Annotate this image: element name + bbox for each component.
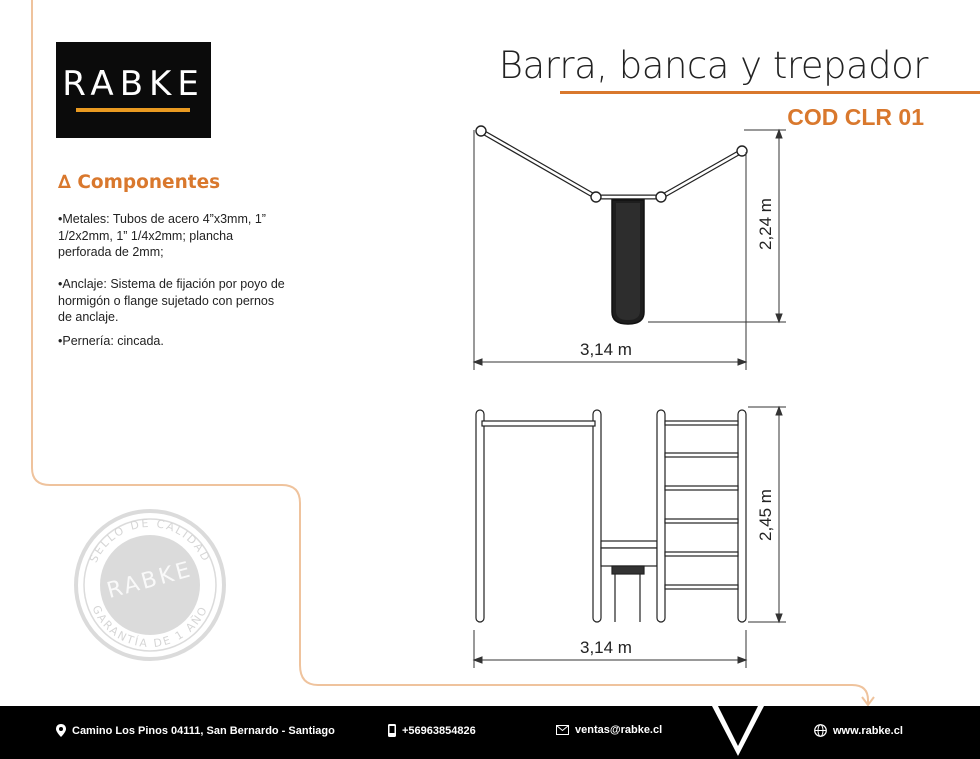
footer-email[interactable] bbox=[556, 724, 662, 736]
front-view-drawing bbox=[476, 410, 746, 622]
title-divider bbox=[560, 91, 980, 94]
brand-logo bbox=[56, 42, 211, 138]
product-title: Barra, banca y trepador bbox=[498, 44, 928, 87]
address-text: Camino Los Pinos 04111, San Bernardo - Santiago bbox=[72, 724, 335, 737]
globe-icon bbox=[814, 724, 827, 737]
phone-icon bbox=[388, 724, 396, 737]
footer-web[interactable] bbox=[814, 724, 903, 737]
seal-brand: RABKE bbox=[104, 557, 196, 604]
seal-bottom-text: GARANTÍA DE 1 AÑO bbox=[89, 603, 211, 651]
phone-text[interactable]: +56963854826 bbox=[402, 724, 476, 737]
top-view-drawing bbox=[476, 126, 747, 324]
spec-anchoring: •Anclaje: Sistema de fijación por poyo de hormigón o flange sujetado con pernos de anclaje. bbox=[58, 277, 285, 324]
top-depth-label: 2,24 m bbox=[756, 198, 775, 250]
footer-address bbox=[56, 724, 335, 737]
spec-hardware: •Pernería: cincada. bbox=[58, 334, 164, 348]
spec-metals: •Metales: Tubos de acero 4”x3mm, 1” 1/2x2mm, 1” 1/4x2mm; plancha perforada de 2mm; bbox=[58, 212, 266, 259]
logo-text: RABKE bbox=[62, 64, 205, 104]
email-text[interactable]: ventas@rabke.cl bbox=[575, 724, 663, 736]
logo-underline bbox=[76, 108, 190, 112]
footer-notch bbox=[712, 706, 764, 759]
front-width-label: 3,14 m bbox=[580, 638, 632, 657]
mail-icon bbox=[556, 725, 569, 735]
top-width-label: 3,14 m bbox=[580, 340, 632, 359]
footer-bar bbox=[0, 706, 980, 759]
front-height-label: 2,45 m bbox=[756, 489, 775, 541]
product-code: COD CLR 01 bbox=[787, 104, 924, 130]
location-pin-icon bbox=[56, 724, 66, 737]
web-text[interactable]: www.rabke.cl bbox=[833, 724, 903, 737]
seal-top-text: SELLO DE CALIDAD bbox=[87, 516, 213, 565]
footer-phone[interactable] bbox=[388, 724, 476, 737]
components-heading: ∆ Componentes bbox=[58, 172, 221, 193]
